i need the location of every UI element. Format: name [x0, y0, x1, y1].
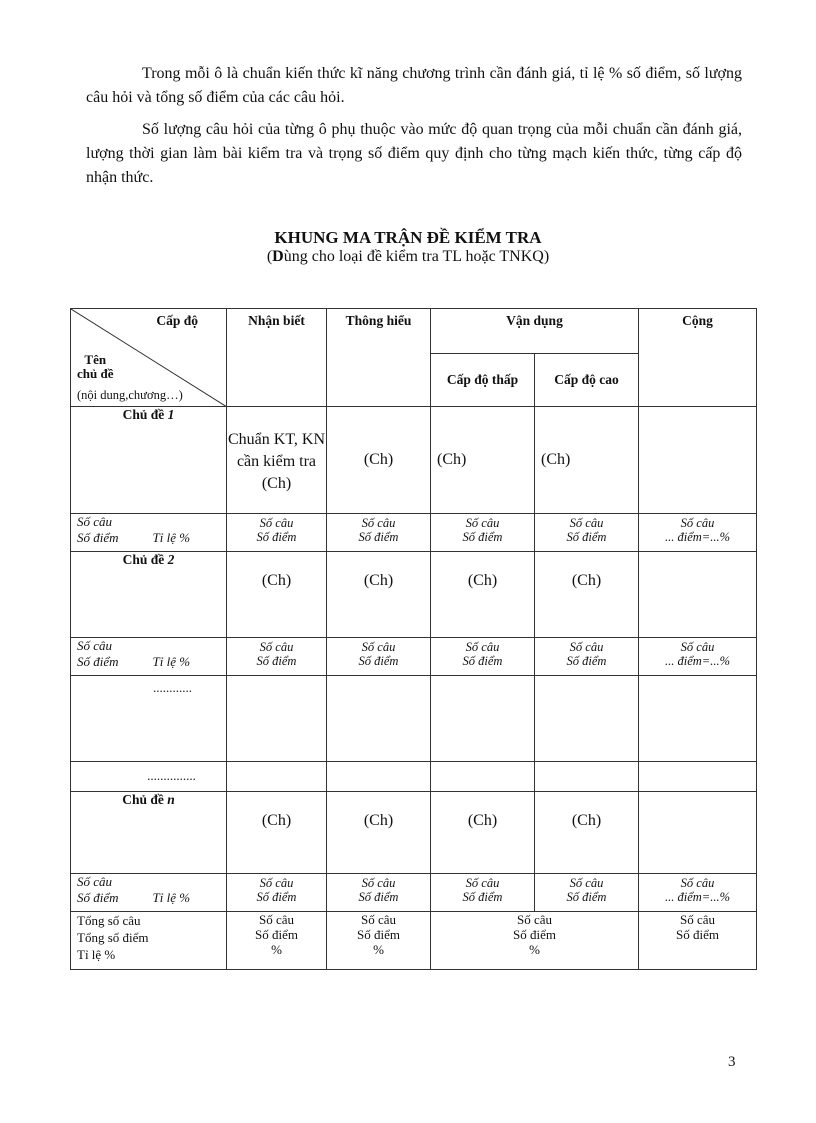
topic-1-row — [71, 407, 757, 514]
topic-1-cong-summary: Số câu ... điểm=...% — [664, 516, 731, 544]
corner-header-cell — [71, 309, 227, 407]
topic-n-thong-hieu: (Ch) — [327, 792, 431, 874]
header-noi-dung-note: (nội dung,chương…) — [77, 388, 183, 402]
topic-1-vdc-summary: Số câu Số điểm — [566, 516, 607, 544]
page-title: KHUNG MA TRẬN ĐỀ KIỂM TRA — [274, 228, 542, 247]
topic-2-cap-do-cao: (Ch) — [535, 552, 639, 638]
header-row-1 — [71, 309, 757, 354]
topic-n-vdc-summary: Số câu Số điểm — [566, 876, 607, 904]
topic-2-cong — [639, 552, 757, 638]
topic-1-cap-do-thap: (Ch) — [431, 407, 535, 514]
topic-n-cong-summary: Số câu ... điểm=...% — [664, 876, 731, 904]
header-ten-chu-de: Tên chủ đề — [77, 352, 114, 381]
topic-2-label: Chủ đề 2 — [71, 552, 227, 638]
topic-n-label: Chủ đề n — [71, 792, 227, 874]
header-thong-hieu: Thông hiểu — [327, 309, 431, 407]
intro-paragraph-2: Số lượng câu hỏi của từng ô phụ thuộc vào mức độ quan trọng của mỗi chuẩn cần đánh giá, lượng thời gian làm bài kiểm tra và trọng số điểm quy định cho từng mạch kiến thức, từng cấp độ nhận thức. — [86, 121, 742, 186]
total-cong: Số câu Số điểm — [639, 912, 757, 970]
topic-2-row — [71, 552, 757, 638]
topic-1-vdt-summary: Số câu Số điểm — [462, 516, 503, 544]
placeholder-topic-row — [71, 676, 757, 762]
topic-1-cong — [639, 407, 757, 514]
topic-2-nhan-biet: (Ch) — [227, 552, 327, 638]
total-label: Tổng số câu Tổng số điểm Tỉ lệ % — [71, 912, 227, 970]
header-cong: Cộng — [639, 309, 757, 407]
topic-n-nb-summary: Số câu Số điểm — [256, 876, 297, 904]
topic-2-th-summary: Số câu Số điểm — [358, 640, 399, 668]
topic-2-nb-summary: Số câu Số điểm — [256, 640, 297, 668]
total-nhan-biet: Số câu Số điểm % — [227, 912, 327, 970]
header-cap-do-cao: Cấp độ cao — [535, 354, 639, 407]
header-van-dung: Vận dụng — [431, 309, 639, 354]
exam-matrix-table — [70, 308, 757, 970]
topic-1-label: Chủ đề 1 — [71, 407, 227, 514]
placeholder-summary-row — [71, 762, 757, 792]
topic-1-cap-do-cao: (Ch) — [535, 407, 639, 514]
topic-n-cap-do-thap: (Ch) — [431, 792, 535, 874]
topic-1-thong-hieu: (Ch) — [327, 407, 431, 514]
topic-2-vdc-summary: Số câu Số điểm — [566, 640, 607, 668]
topic-n-cap-do-cao: (Ch) — [535, 792, 639, 874]
total-van-dung: Số câu Số điểm % — [431, 912, 639, 970]
topic-n-nhan-biet: (Ch) — [227, 792, 327, 874]
topic-1-standard: Chuẩn KT, KN cần kiểm tra (Ch) — [227, 407, 327, 514]
topic-1-th-summary: Số câu Số điểm — [358, 516, 399, 544]
placeholder-dots-1: ............ — [71, 676, 227, 762]
header-nhan-biet: Nhận biết — [227, 309, 327, 407]
header-cap-do: Cấp độ — [156, 313, 198, 328]
topic-2-summary-label: Số câu Số điểm Tỉ lệ % — [71, 638, 227, 676]
topic-n-cong — [639, 792, 757, 874]
intro-paragraph-1: Trong mỗi ô là chuẩn kiến thức kĩ năng chương trình cần đánh giá, tỉ lệ % số điểm, số lượng câu hỏi và tổng số điểm của các câu hỏi. — [86, 65, 742, 106]
topic-n-vdt-summary: Số câu Số điểm — [462, 876, 503, 904]
topic-2-cong-summary: Số câu ... điểm=...% — [664, 640, 731, 668]
topic-n-summary-label: Số câu Số điểm Tỉ lệ % — [71, 874, 227, 912]
topic-1-summary-label: Số câu Số điểm Tỉ lệ % — [71, 514, 227, 552]
topic-1-summary-row — [71, 514, 757, 552]
total-thong-hieu: Số câu Số điểm % — [327, 912, 431, 970]
topic-n-row — [71, 792, 757, 874]
topic-2-thong-hieu: (Ch) — [327, 552, 431, 638]
topic-n-summary-row — [71, 874, 757, 912]
page-number: 3 — [728, 1054, 736, 1070]
page-subtitle: (Dùng cho loại đề kiểm tra TL hoặc TNKQ) — [266, 248, 550, 265]
topic-2-vdt-summary: Số câu Số điểm — [462, 640, 503, 668]
topic-2-summary-row — [71, 638, 757, 676]
topic-1-nb-summary: Số câu Số điểm — [256, 516, 297, 544]
placeholder-dots-2: ............... — [71, 762, 227, 792]
header-cap-do-thap: Cấp độ thấp — [431, 354, 535, 407]
total-row — [71, 912, 757, 970]
topic-n-th-summary: Số câu Số điểm — [358, 876, 399, 904]
topic-2-cap-do-thap: (Ch) — [431, 552, 535, 638]
